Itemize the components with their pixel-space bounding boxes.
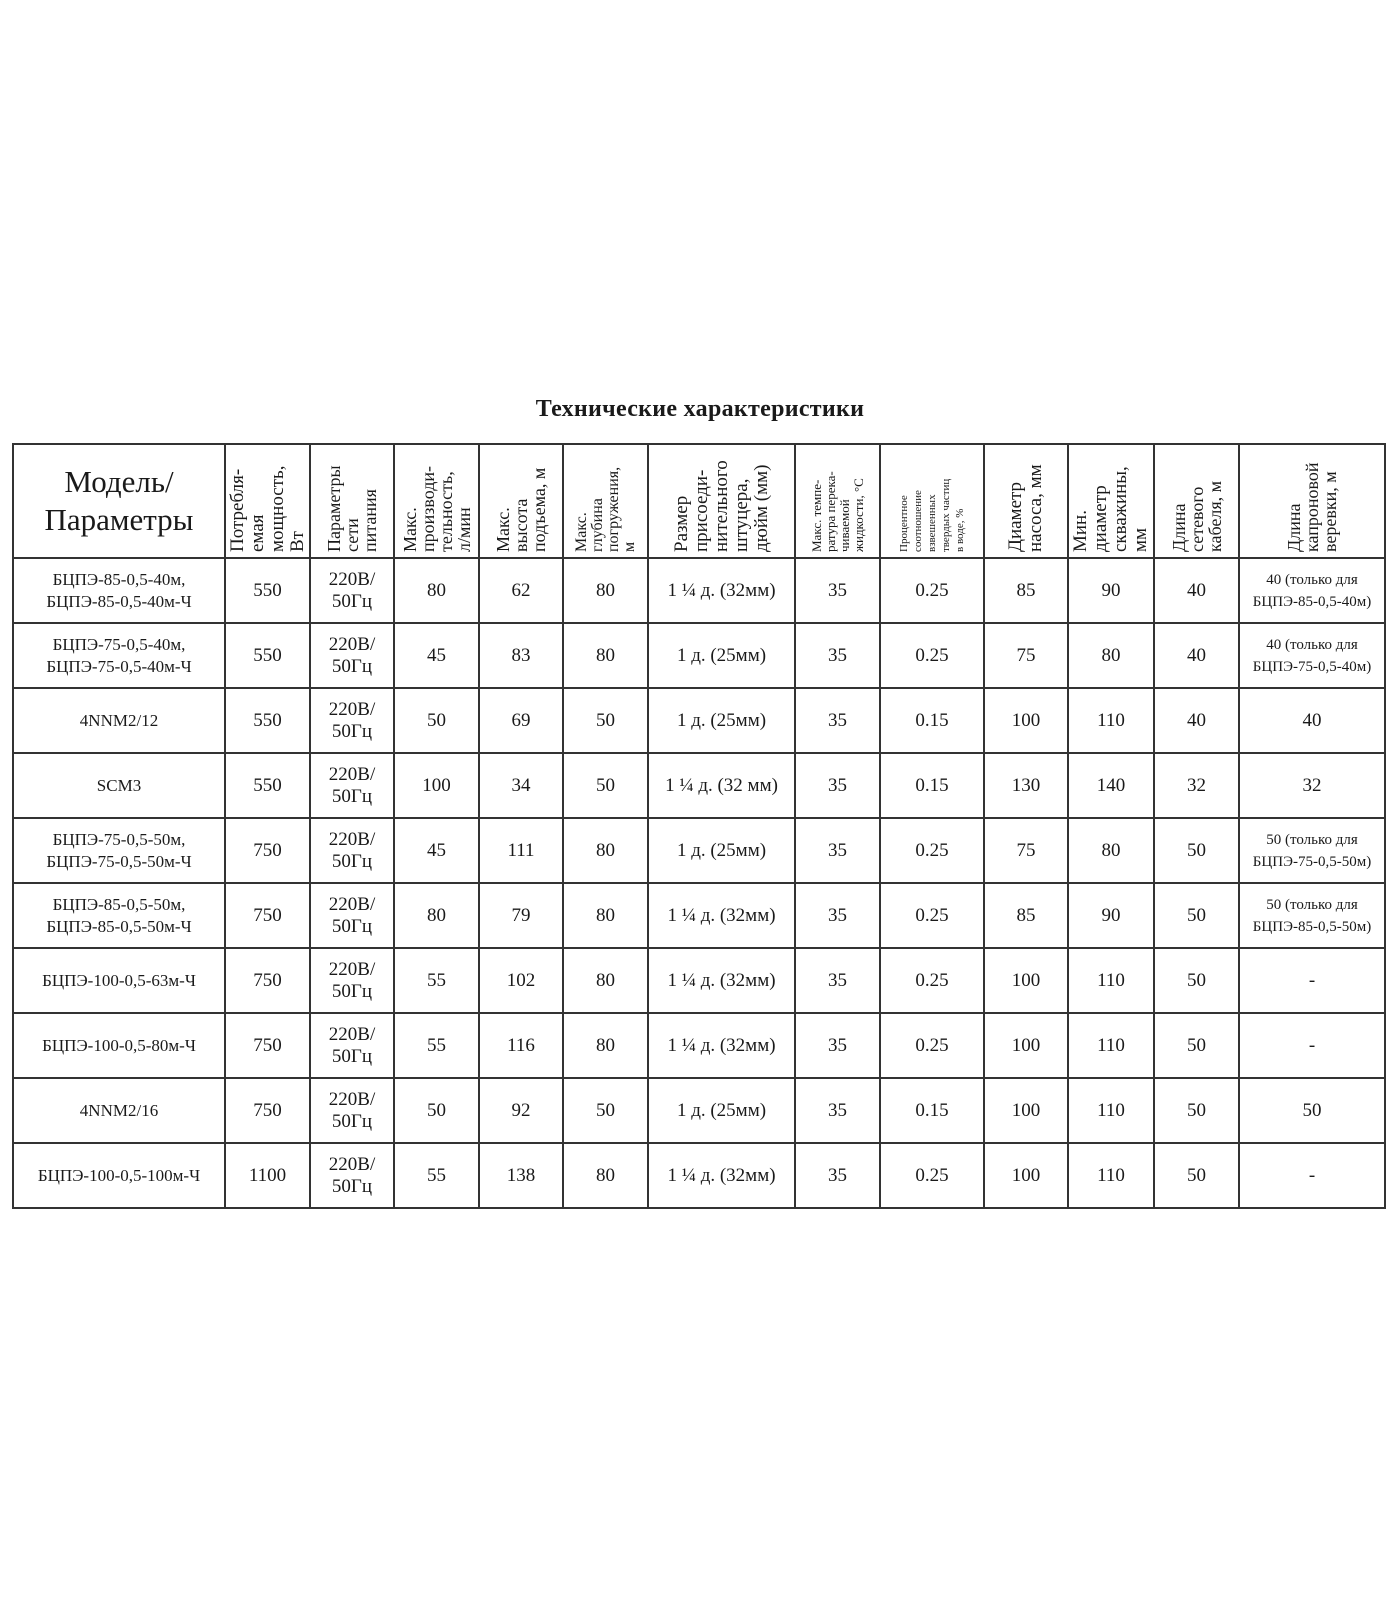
cell-particles: 0.15 xyxy=(880,1078,984,1143)
cell-flow: 80 xyxy=(394,883,479,948)
cell-pump-d: 100 xyxy=(984,948,1068,1013)
cell-flow: 50 xyxy=(394,1078,479,1143)
table-row xyxy=(13,1078,1385,1143)
header-row xyxy=(13,444,1385,558)
cell-well-d: 80 xyxy=(1068,818,1154,883)
cell-model: 4NNM2/12 xyxy=(13,688,225,753)
cell-power: 750 xyxy=(225,948,310,1013)
header-connector: Размер присоеди- нительного штуцера, дюйм (мм) xyxy=(648,444,795,558)
cell-rope: 32 xyxy=(1239,753,1385,818)
cell-well-d: 110 xyxy=(1068,1078,1154,1143)
model-parameters-header xyxy=(13,444,225,558)
cell-power: 550 xyxy=(225,623,310,688)
cell-pump-d: 130 xyxy=(984,753,1068,818)
cell-rope: - xyxy=(1239,948,1385,1013)
cell-well-d: 110 xyxy=(1068,1013,1154,1078)
table-row xyxy=(13,818,1385,883)
cell-flow: 50 xyxy=(394,688,479,753)
cell-head: 111 xyxy=(479,818,563,883)
cell-model: БЦПЭ-100-0,5-100м-Ч xyxy=(13,1143,225,1208)
cell-head: 92 xyxy=(479,1078,563,1143)
cell-model: БЦПЭ-85-0,5-50м, БЦПЭ-85-0,5-50м-Ч xyxy=(13,883,225,948)
cell-head: 69 xyxy=(479,688,563,753)
cell-rope: 40 (только для БЦПЭ-75-0,5-40м) xyxy=(1239,623,1385,688)
cell-depth: 80 xyxy=(563,818,648,883)
cell-head: 138 xyxy=(479,1143,563,1208)
cell-flow: 45 xyxy=(394,818,479,883)
cell-well-d: 80 xyxy=(1068,623,1154,688)
cell-head: 116 xyxy=(479,1013,563,1078)
cell-network: 220В/ 50Гц xyxy=(310,1143,394,1208)
cell-network: 220В/ 50Гц xyxy=(310,883,394,948)
cell-power: 750 xyxy=(225,818,310,883)
cell-connector: 1 д. (25мм) xyxy=(648,818,795,883)
cell-power: 750 xyxy=(225,883,310,948)
cell-connector: 1 ¼ д. (32мм) xyxy=(648,948,795,1013)
cell-cable: 50 xyxy=(1154,883,1239,948)
cell-well-d: 90 xyxy=(1068,883,1154,948)
cell-power: 550 xyxy=(225,753,310,818)
page-title: Технические характеристики xyxy=(535,396,865,422)
cell-temp: 35 xyxy=(795,1078,880,1143)
cell-connector: 1 д. (25мм) xyxy=(648,623,795,688)
cell-particles: 0.25 xyxy=(880,623,984,688)
table-row xyxy=(13,883,1385,948)
cell-model: 4NNM2/16 xyxy=(13,1078,225,1143)
cell-depth: 80 xyxy=(563,948,648,1013)
cell-well-d: 110 xyxy=(1068,1143,1154,1208)
spec-table xyxy=(12,443,1386,1209)
cell-connector: 1 д. (25мм) xyxy=(648,1078,795,1143)
cell-temp: 35 xyxy=(795,1143,880,1208)
header-temperature: Макс. темпе- ратура перека- чиваемой жидкости, °С xyxy=(795,444,880,558)
cell-model: БЦПЭ-75-0,5-40м, БЦПЭ-75-0,5-40м-Ч xyxy=(13,623,225,688)
cell-pump-d: 75 xyxy=(984,818,1068,883)
cell-rope: 50 xyxy=(1239,1078,1385,1143)
cell-flow: 55 xyxy=(394,1143,479,1208)
cell-temp: 35 xyxy=(795,1013,880,1078)
cell-depth: 50 xyxy=(563,753,648,818)
table-row xyxy=(13,1143,1385,1208)
cell-connector: 1 д. (25мм) xyxy=(648,688,795,753)
cell-temp: 35 xyxy=(795,558,880,623)
cell-rope: - xyxy=(1239,1013,1385,1078)
cell-temp: 35 xyxy=(795,883,880,948)
table-row xyxy=(13,558,1385,623)
cell-network: 220В/ 50Гц xyxy=(310,753,394,818)
cell-head: 83 xyxy=(479,623,563,688)
cell-temp: 35 xyxy=(795,623,880,688)
cell-model: БЦПЭ-75-0,5-50м, БЦПЭ-75-0,5-50м-Ч xyxy=(13,818,225,883)
cell-depth: 80 xyxy=(563,1013,648,1078)
cell-pump-d: 85 xyxy=(984,883,1068,948)
cell-cable: 32 xyxy=(1154,753,1239,818)
cell-depth: 80 xyxy=(563,623,648,688)
header-cable: Длина сетевого кабеля, м xyxy=(1154,444,1239,558)
cell-pump-d: 100 xyxy=(984,688,1068,753)
cell-pump-d: 85 xyxy=(984,558,1068,623)
cell-pump-d: 100 xyxy=(984,1013,1068,1078)
cell-network: 220В/ 50Гц xyxy=(310,1013,394,1078)
cell-depth: 80 xyxy=(563,1143,648,1208)
cell-temp: 35 xyxy=(795,688,880,753)
cell-particles: 0.25 xyxy=(880,818,984,883)
table-row xyxy=(13,753,1385,818)
cell-cable: 40 xyxy=(1154,558,1239,623)
header-well-diameter: Мин. диаметр скважины, мм xyxy=(1068,444,1154,558)
table-row xyxy=(13,948,1385,1013)
cell-network: 220В/ 50Гц xyxy=(310,1078,394,1143)
cell-flow: 100 xyxy=(394,753,479,818)
cell-head: 62 xyxy=(479,558,563,623)
cell-particles: 0.25 xyxy=(880,1013,984,1078)
cell-head: 34 xyxy=(479,753,563,818)
cell-depth: 50 xyxy=(563,1078,648,1143)
cell-head: 79 xyxy=(479,883,563,948)
header-particles: Процентное соотношение взвешенных твердых частиц в воде, % xyxy=(880,444,984,558)
cell-connector: 1 ¼ д. (32мм) xyxy=(648,558,795,623)
cell-cable: 50 xyxy=(1154,1143,1239,1208)
cell-pump-d: 75 xyxy=(984,623,1068,688)
cell-flow: 80 xyxy=(394,558,479,623)
header-pump-diameter: Диаметр насоса, мм xyxy=(984,444,1068,558)
cell-power: 750 xyxy=(225,1013,310,1078)
cell-network: 220В/ 50Гц xyxy=(310,948,394,1013)
cell-well-d: 110 xyxy=(1068,688,1154,753)
cell-particles: 0.25 xyxy=(880,883,984,948)
cell-flow: 55 xyxy=(394,1013,479,1078)
cell-model: БЦПЭ-85-0,5-40м, БЦПЭ-85-0,5-40м-Ч xyxy=(13,558,225,623)
cell-well-d: 140 xyxy=(1068,753,1154,818)
header-network: Параметры сети питания xyxy=(310,444,394,558)
cell-cable: 40 xyxy=(1154,688,1239,753)
cell-depth: 80 xyxy=(563,883,648,948)
cell-cable: 50 xyxy=(1154,818,1239,883)
table-row xyxy=(13,688,1385,753)
cell-well-d: 110 xyxy=(1068,948,1154,1013)
cell-power: 1100 xyxy=(225,1143,310,1208)
cell-rope: 40 xyxy=(1239,688,1385,753)
corner-line1: Модель/ xyxy=(64,464,174,499)
header-rope: Длина капроновой веревки, м xyxy=(1239,444,1385,558)
cell-particles: 0.15 xyxy=(880,688,984,753)
cell-power: 550 xyxy=(225,688,310,753)
cell-well-d: 90 xyxy=(1068,558,1154,623)
cell-depth: 80 xyxy=(563,558,648,623)
cell-power: 750 xyxy=(225,1078,310,1143)
header-depth: Макс. глубина погружения, м xyxy=(563,444,648,558)
cell-network: 220В/ 50Гц xyxy=(310,558,394,623)
header-flow: Макс. производи- тельность, л/мин xyxy=(394,444,479,558)
cell-connector: 1 ¼ д. (32 мм) xyxy=(648,753,795,818)
cell-pump-d: 100 xyxy=(984,1143,1068,1208)
cell-pump-d: 100 xyxy=(984,1078,1068,1143)
cell-head: 102 xyxy=(479,948,563,1013)
cell-rope: - xyxy=(1239,1143,1385,1208)
cell-rope: 50 (только для БЦПЭ-85-0,5-50м) xyxy=(1239,883,1385,948)
cell-rope: 50 (только для БЦПЭ-75-0,5-50м) xyxy=(1239,818,1385,883)
cell-particles: 0.15 xyxy=(880,753,984,818)
cell-connector: 1 ¼ д. (32мм) xyxy=(648,1013,795,1078)
cell-temp: 35 xyxy=(795,818,880,883)
cell-rope: 40 (только для БЦПЭ-85-0,5-40м) xyxy=(1239,558,1385,623)
table-row xyxy=(13,1013,1385,1078)
header-head: Макс. высота подъема, м xyxy=(479,444,563,558)
cell-particles: 0.25 xyxy=(880,948,984,1013)
cell-temp: 35 xyxy=(795,948,880,1013)
cell-connector: 1 ¼ д. (32мм) xyxy=(648,883,795,948)
cell-network: 220В/ 50Гц xyxy=(310,818,394,883)
cell-temp: 35 xyxy=(795,753,880,818)
cell-particles: 0.25 xyxy=(880,558,984,623)
cell-connector: 1 ¼ д. (32мм) xyxy=(648,1143,795,1208)
header-power: Потребля- емая мощность, Вт xyxy=(225,444,310,558)
cell-cable: 40 xyxy=(1154,623,1239,688)
cell-particles: 0.25 xyxy=(880,1143,984,1208)
cell-power: 550 xyxy=(225,558,310,623)
cell-depth: 50 xyxy=(563,688,648,753)
table-row xyxy=(13,623,1385,688)
cell-flow: 55 xyxy=(394,948,479,1013)
cell-model: БЦПЭ-100-0,5-63м-Ч xyxy=(13,948,225,1013)
cell-network: 220В/ 50Гц xyxy=(310,688,394,753)
cell-cable: 50 xyxy=(1154,1078,1239,1143)
cell-model: БЦПЭ-100-0,5-80м-Ч xyxy=(13,1013,225,1078)
cell-cable: 50 xyxy=(1154,1013,1239,1078)
cell-network: 220В/ 50Гц xyxy=(310,623,394,688)
cell-flow: 45 xyxy=(394,623,479,688)
corner-line2: Параметры xyxy=(44,502,194,537)
cell-cable: 50 xyxy=(1154,948,1239,1013)
cell-model: SCM3 xyxy=(13,753,225,818)
